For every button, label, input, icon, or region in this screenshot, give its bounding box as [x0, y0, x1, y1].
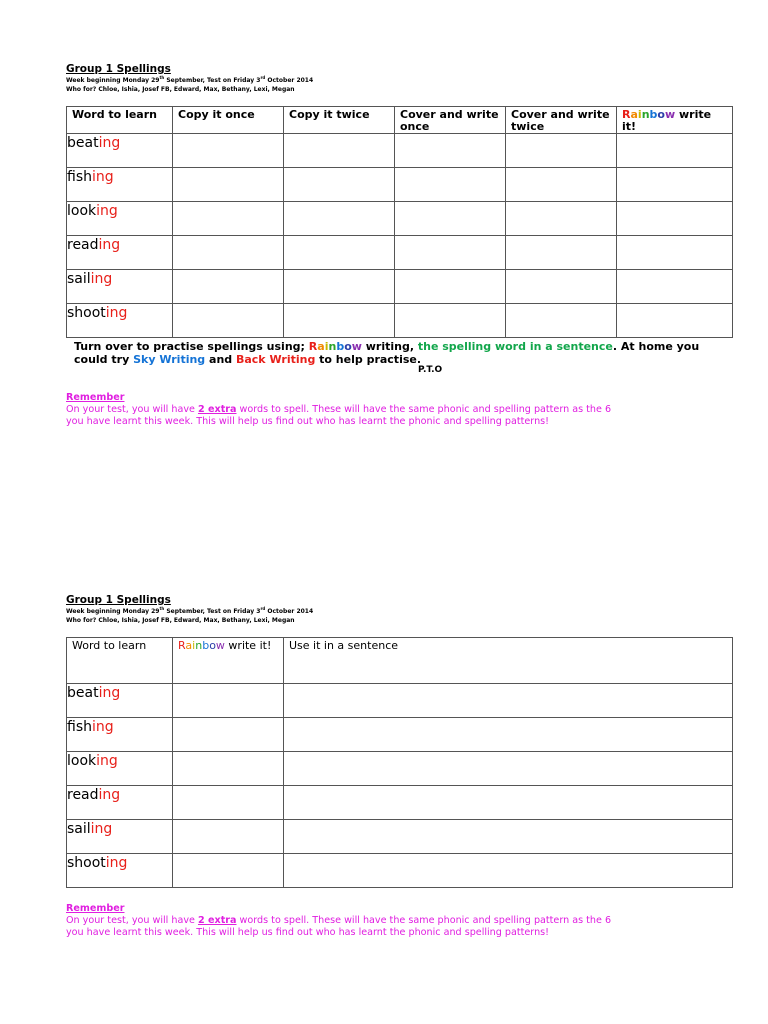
ordinal-suffix: th: [159, 75, 165, 80]
spelling-word: [67, 304, 173, 338]
rainbow-letter: R: [308, 340, 318, 353]
spelling-word: [67, 270, 173, 304]
spelling-word: [67, 786, 173, 820]
answer-cell[interactable]: [284, 820, 733, 854]
week-text: October 2014: [265, 77, 314, 84]
rainbow-letter: o: [209, 639, 216, 652]
week-text: October 2014: [265, 608, 314, 615]
remember-text: words to spell. These will have the same phonic and spelling pattern as the 6: [236, 404, 612, 415]
word-ending: ing: [105, 855, 128, 871]
word-ending: ing: [90, 271, 113, 287]
header-suffix: write it!: [622, 108, 712, 133]
spelling-word: [67, 854, 173, 888]
word-stem: fish: [67, 719, 92, 735]
who-for-line: Who for? Chloe, Ishia, Josef FB, Edward, Max, Bethany, Lexi, Megan: [66, 617, 295, 624]
spelling-word: [67, 718, 173, 752]
word-ending: ing: [98, 787, 121, 803]
rainbow-letter: w: [351, 340, 362, 353]
header-use-in-sentence: Use it in a sentence: [284, 638, 733, 684]
remember-line-1: [66, 915, 611, 927]
sky-writing: Sky Writing: [133, 353, 206, 366]
answer-cell[interactable]: [284, 786, 733, 820]
remember-title: Remember: [66, 903, 125, 914]
word-stem: read: [67, 787, 99, 803]
word-ending: ing: [105, 305, 128, 321]
answer-cell[interactable]: [617, 270, 733, 304]
answer-cell[interactable]: [173, 820, 284, 854]
table-row: [67, 202, 733, 236]
answer-cell[interactable]: [617, 168, 733, 202]
rainbow-letter: b: [336, 340, 345, 353]
table-row: [67, 134, 733, 168]
answer-cell[interactable]: [173, 786, 284, 820]
answer-cell[interactable]: [173, 168, 284, 202]
word-ending: ing: [90, 821, 113, 837]
table-row: [67, 270, 733, 304]
answer-cell[interactable]: [173, 854, 284, 888]
rainbow-letter: a: [317, 340, 325, 353]
rainbow-letter: a: [185, 639, 193, 652]
word-ending: ing: [92, 719, 114, 735]
header-cover-write-once: Cover and write once: [395, 107, 506, 134]
answer-cell[interactable]: [395, 304, 506, 338]
who-for-line: Who for? Chloe, Ishia, Josef FB, Edward, Max, Bethany, Lexi, Megan: [66, 86, 295, 93]
rainbow-letter: R: [622, 108, 631, 121]
back-writing: Back Writing: [235, 353, 316, 366]
instruction-text: writing,: [361, 340, 418, 353]
practice-instructions: [74, 340, 714, 366]
answer-cell[interactable]: [284, 270, 395, 304]
answer-cell[interactable]: [617, 304, 733, 338]
rainbow-letter: o: [344, 340, 352, 353]
remember-title: Remember: [66, 392, 125, 403]
header-rainbow-write: [617, 107, 733, 134]
week-line: [66, 76, 732, 85]
answer-cell[interactable]: [506, 168, 617, 202]
worksheet-1: [66, 63, 732, 321]
word-ending: ing: [98, 685, 121, 701]
spelling-word: [67, 684, 173, 718]
answer-cell[interactable]: [173, 752, 284, 786]
spelling-word: [67, 168, 173, 202]
table-row: [67, 684, 733, 718]
answer-cell[interactable]: [617, 236, 733, 270]
rainbow-word: [309, 340, 362, 353]
rainbow-letter: i: [192, 639, 196, 652]
rainbow-letter: n: [328, 340, 337, 353]
header-copy-twice: Copy it twice: [284, 107, 395, 134]
rainbow-letter: n: [195, 639, 203, 652]
remember-note-1: [66, 392, 611, 428]
answer-cell[interactable]: [173, 684, 284, 718]
answer-cell[interactable]: [173, 304, 284, 338]
header-word-to-learn: Word to learn: [67, 638, 173, 684]
answer-cell[interactable]: [395, 134, 506, 168]
header-rainbow-write: [173, 638, 284, 684]
spelling-word: [67, 752, 173, 786]
table-row: [67, 236, 733, 270]
table-row: [67, 168, 733, 202]
table-row: [67, 786, 733, 820]
spelling-word: [67, 134, 173, 168]
word-ending: ing: [98, 237, 121, 253]
word-stem: read: [67, 237, 99, 253]
week-text: Week beginning Monday 29: [66, 77, 160, 84]
answer-cell[interactable]: [506, 202, 617, 236]
answer-cell[interactable]: [395, 270, 506, 304]
word-rows: [67, 134, 733, 338]
remember-text: On your test, you will have: [66, 915, 198, 926]
table-row: [67, 820, 733, 854]
extra-words: 2 extra: [197, 404, 237, 415]
answer-cell[interactable]: [173, 202, 284, 236]
answer-cell[interactable]: [395, 236, 506, 270]
table-row: [67, 718, 733, 752]
answer-cell[interactable]: [506, 134, 617, 168]
instruction-text: . At home you could try: [74, 340, 700, 366]
extra-words: 2 extra: [197, 915, 237, 926]
table-row: [67, 752, 733, 786]
answer-cell[interactable]: [173, 236, 284, 270]
rainbow-letter: w: [664, 108, 676, 121]
word-ending: ing: [92, 169, 114, 185]
spelling-table-1: [66, 106, 733, 338]
rainbow-letter: n: [641, 108, 650, 121]
word-stem: sail: [67, 271, 91, 287]
sheet-title: Group 1 Spellings: [66, 594, 171, 606]
answer-cell[interactable]: [173, 270, 284, 304]
answer-cell[interactable]: [617, 134, 733, 168]
remember-line-2: you have learnt this week. This will help us find out who has learnt the phonic and spelling patterns!: [66, 927, 549, 938]
answer-cell[interactable]: [395, 168, 506, 202]
header-word-to-learn: Word to learn: [67, 107, 173, 134]
answer-cell[interactable]: [284, 718, 733, 752]
table-row: [67, 854, 733, 888]
header-suffix: write it!: [224, 639, 272, 652]
table-header-row: [67, 107, 733, 134]
rainbow-word: [178, 639, 225, 652]
week-text: Week beginning Monday 29: [66, 608, 160, 615]
answer-cell[interactable]: [173, 134, 284, 168]
answer-cell[interactable]: [506, 270, 617, 304]
word-stem: shoot: [67, 855, 106, 871]
answer-cell[interactable]: [173, 718, 284, 752]
answer-cell[interactable]: [284, 134, 395, 168]
answer-cell[interactable]: [284, 752, 733, 786]
word-stem: sail: [67, 821, 91, 837]
answer-cell[interactable]: [284, 168, 395, 202]
word-stem: fish: [67, 169, 92, 185]
rainbow-letter: b: [649, 108, 658, 121]
spelling-word: [67, 236, 173, 270]
week-text: September, Test on Friday 3: [164, 608, 261, 615]
instruction-text: Turn over to practise spellings using;: [74, 340, 309, 353]
sentence-method: the spelling word in a sentence: [417, 340, 613, 353]
spelling-table-2: [66, 637, 733, 888]
spelling-word: [67, 820, 173, 854]
answer-cell[interactable]: [395, 202, 506, 236]
word-stem: look: [67, 203, 97, 219]
table-row: [67, 304, 733, 338]
rainbow-letter: w: [215, 639, 225, 652]
word-stem: beat: [67, 135, 99, 151]
word-stem: look: [67, 753, 97, 769]
rainbow-letter: a: [630, 108, 638, 121]
answer-cell[interactable]: [284, 236, 395, 270]
ordinal-suffix: rd: [260, 606, 266, 611]
remember-text: words to spell. These will have the same phonic and spelling pattern as the 6: [236, 915, 612, 926]
ordinal-suffix: rd: [260, 75, 266, 80]
instruction-text: to help practise.: [315, 353, 422, 366]
header-cover-write-twice: Cover and write twice: [506, 107, 617, 134]
header-copy-once: Copy it once: [173, 107, 284, 134]
word-rows: [67, 684, 733, 888]
week-text: September, Test on Friday 3: [164, 77, 261, 84]
rainbow-letter: i: [324, 340, 329, 353]
remember-line-2: you have learnt this week. This will help us find out who has learnt the phonic and spelling patterns!: [66, 416, 549, 427]
remember-line-1: [66, 404, 611, 416]
instruction-text: and: [205, 353, 236, 366]
rainbow-letter: o: [657, 108, 665, 121]
sheet-title: Group 1 Spellings: [66, 63, 171, 75]
answer-cell[interactable]: [284, 854, 733, 888]
word-ending: ing: [96, 203, 118, 219]
remember-text: On your test, you will have: [66, 404, 198, 415]
week-line: [66, 607, 732, 616]
answer-cell[interactable]: [284, 684, 733, 718]
answer-cell[interactable]: [617, 202, 733, 236]
rainbow-letter: R: [178, 639, 186, 652]
word-ending: ing: [96, 753, 118, 769]
answer-cell[interactable]: [506, 304, 617, 338]
word-stem: beat: [67, 685, 99, 701]
rainbow-letter: b: [202, 639, 210, 652]
answer-cell[interactable]: [284, 202, 395, 236]
rainbow-letter: i: [637, 108, 642, 121]
table-header-row: [67, 638, 733, 684]
answer-cell[interactable]: [284, 304, 395, 338]
ordinal-suffix: th: [159, 606, 165, 611]
pto-label: P.T.O: [418, 365, 443, 375]
answer-cell[interactable]: [506, 236, 617, 270]
spelling-word: [67, 202, 173, 236]
remember-note-2: [66, 903, 611, 939]
worksheet-2: [66, 594, 732, 871]
word-ending: ing: [98, 135, 121, 151]
word-stem: shoot: [67, 305, 106, 321]
